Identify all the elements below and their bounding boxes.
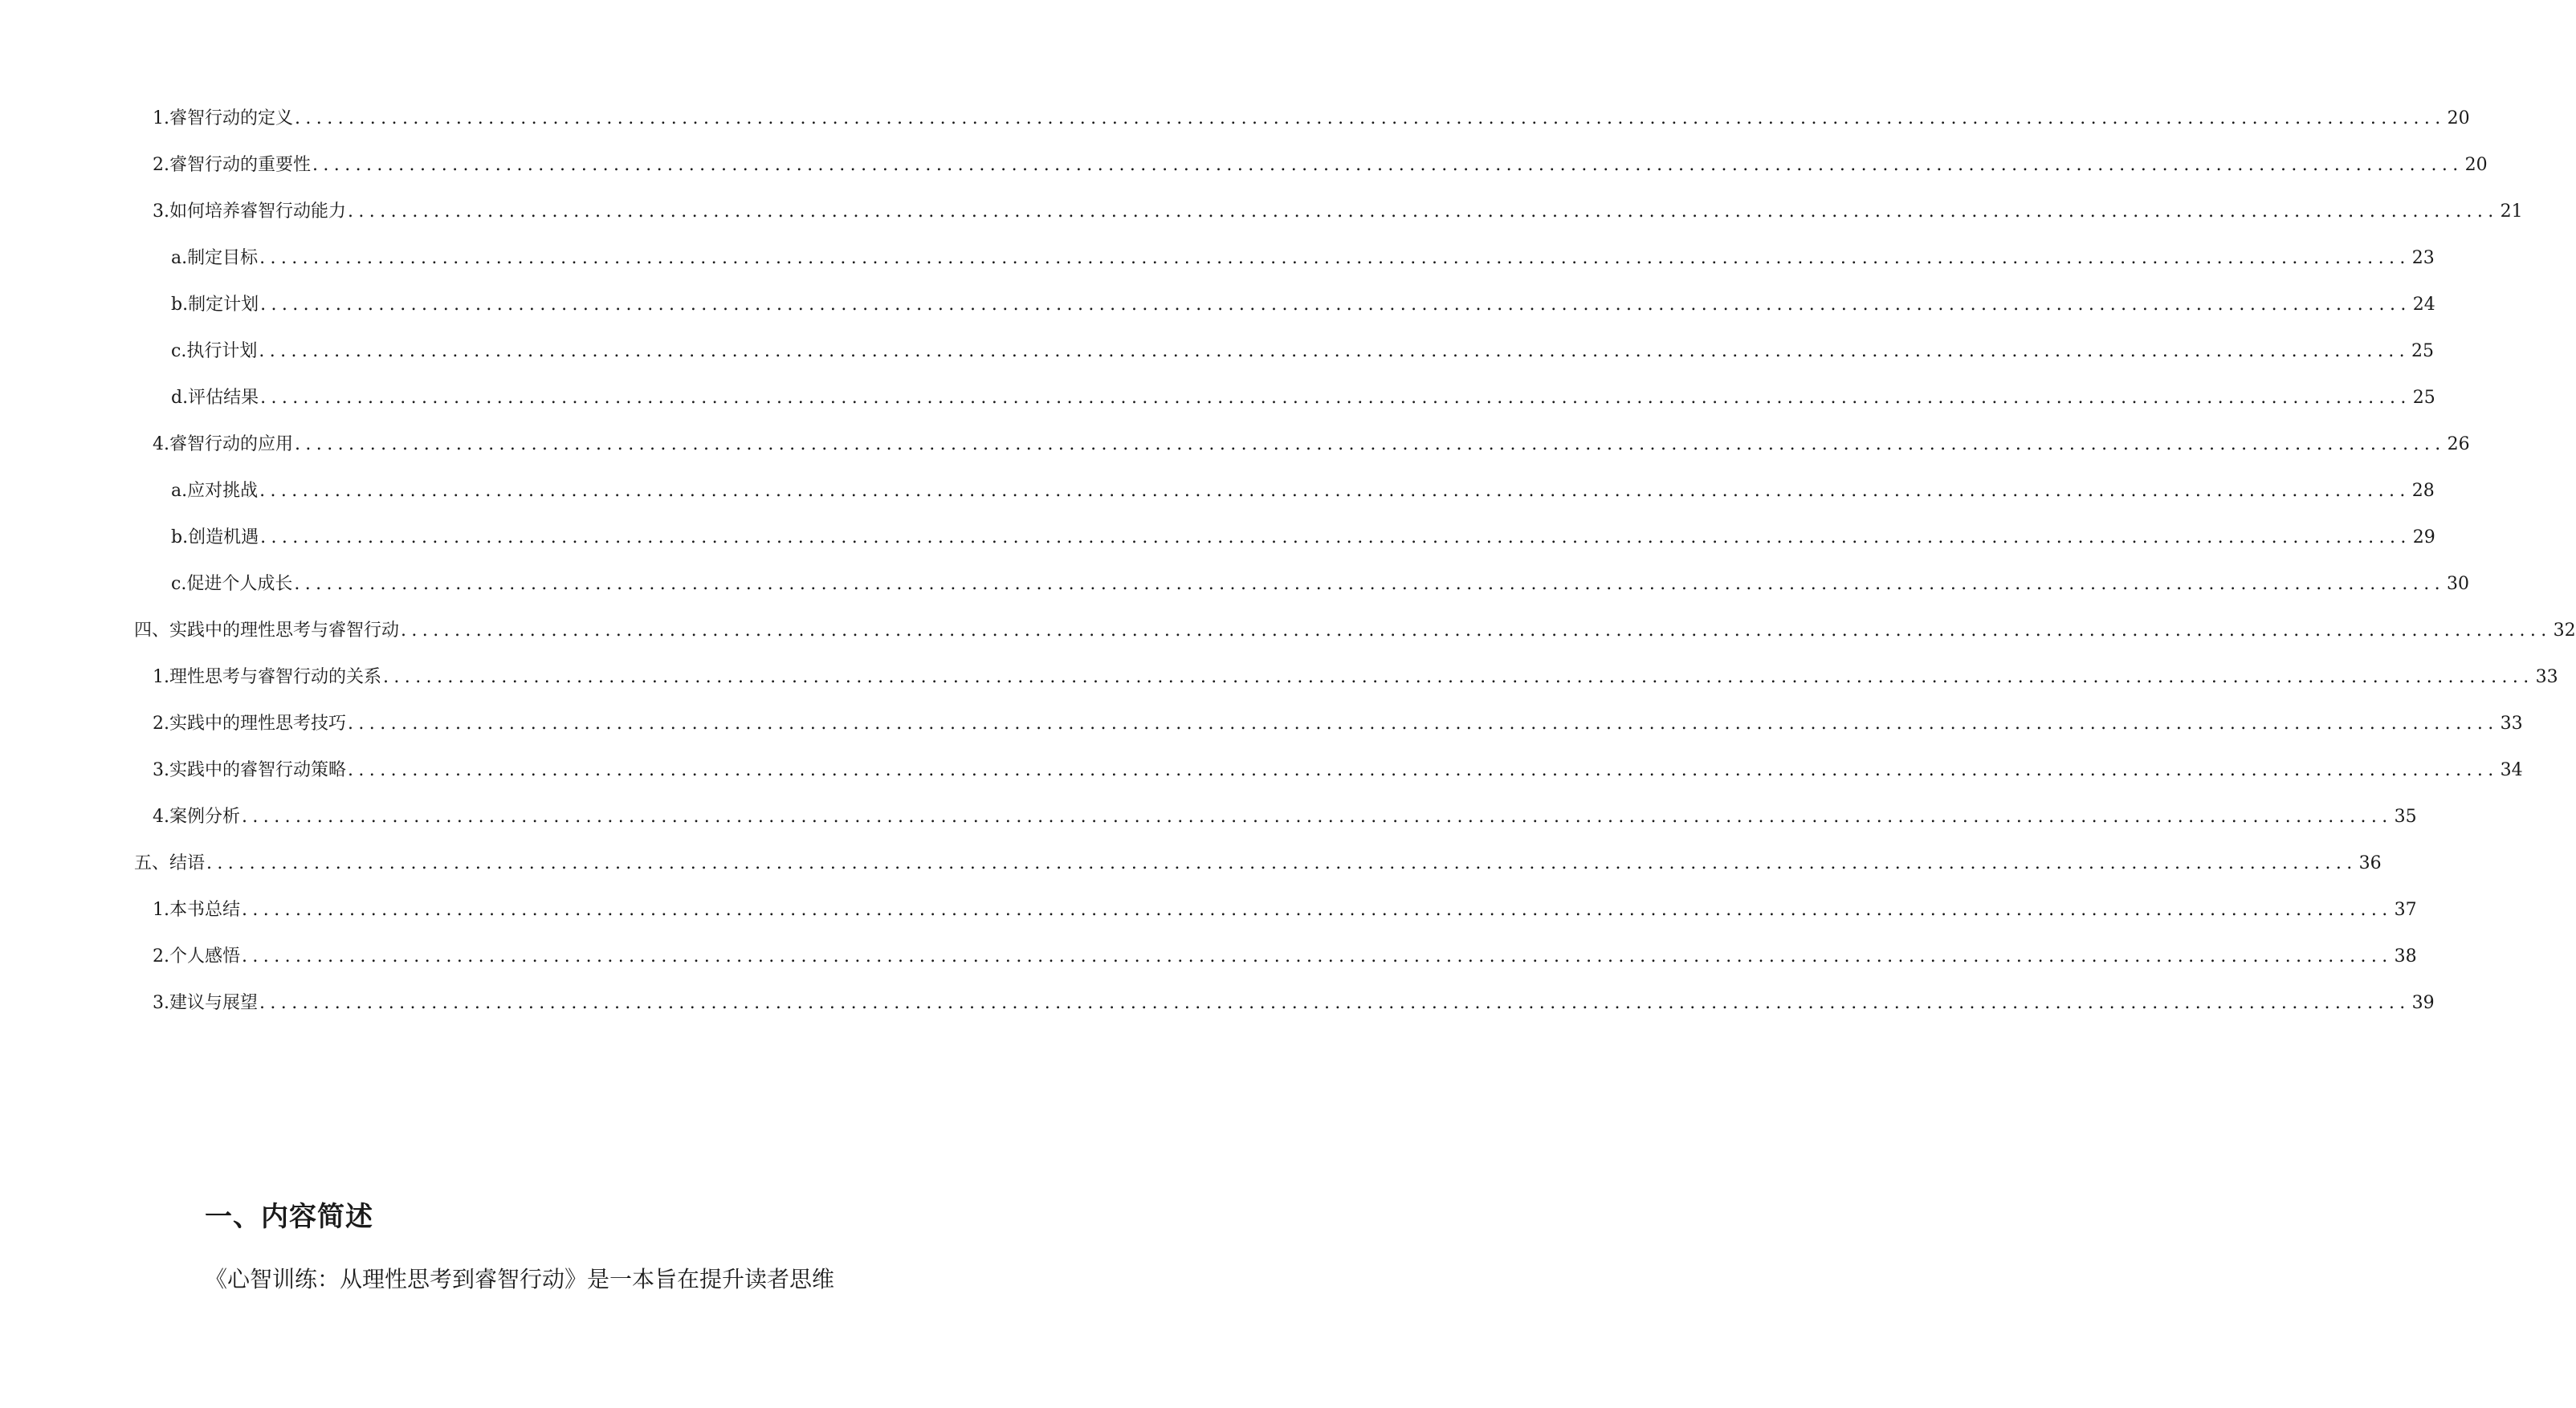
toc-entry[interactable]: [134, 619, 2576, 643]
toc-dot-leader: ........................................................................................................................................................................................................: [242, 946, 2393, 966]
toc-entry-page-number: 28: [2411, 481, 2435, 501]
toc-entry-number: 2.: [153, 946, 169, 966]
toc-entry[interactable]: [171, 572, 2469, 596]
toc-entry-page-number: 26: [2447, 434, 2470, 454]
toc-entry[interactable]: [153, 200, 2523, 224]
toc-entry-page-number: 29: [2412, 527, 2435, 547]
toc-entry-title: 促进个人成长: [186, 574, 293, 594]
toc-entry-number: c.: [171, 341, 187, 361]
toc-dot-leader: ........................................................................................................................................................................................................: [259, 993, 2411, 1013]
toc-entry-title: 制定计划: [188, 295, 259, 315]
toc-entry-number: 1.: [153, 667, 169, 687]
toc-entry-page-number: 38: [2394, 946, 2417, 966]
intro-paragraph: 《心智训练：从理性思考到睿智行动》是一本旨在提升读者思维: [205, 1266, 835, 1292]
section-heading: 一、内容简述: [205, 1201, 373, 1233]
toc-entry-title: 应对挑战: [187, 481, 259, 501]
toc-entry-page-number: 23: [2411, 248, 2435, 268]
toc-entry[interactable]: [171, 293, 2435, 317]
toc-entry-number: a.: [171, 248, 188, 268]
toc-entry-title: 睿智行动的重要性: [169, 155, 312, 175]
toc-entry-title: 五、结语: [134, 853, 206, 873]
toc-entry[interactable]: [153, 712, 2523, 736]
toc-dot-leader: ........................................................................................................................................................................................................: [294, 574, 2445, 594]
toc-entry[interactable]: [171, 526, 2435, 550]
toc-dot-leader: ........................................................................................................................................................................................................: [242, 807, 2393, 827]
toc-entry-page-number: 25: [2411, 341, 2434, 361]
toc-entry-title: 实践中的理性思考技巧: [169, 714, 347, 734]
toc-entry-page-number: 20: [2447, 108, 2470, 128]
toc-dot-leader: ........................................................................................................................................................................................................: [259, 341, 2410, 361]
toc-entry[interactable]: [153, 759, 2523, 783]
toc-entry-number: 1.: [153, 108, 169, 128]
toc-entry[interactable]: [153, 107, 2470, 131]
toc-entry[interactable]: [153, 805, 2417, 829]
toc-entry-number: 2.: [153, 155, 169, 175]
toc-entry[interactable]: [134, 852, 2382, 876]
toc-entry-page-number: 21: [2500, 201, 2523, 222]
toc-entry-page-number: 20: [2464, 155, 2488, 175]
toc-entry-title: 建议与展望: [169, 993, 259, 1013]
toc-entry-title: 案例分析: [169, 807, 241, 827]
toc-dot-leader: ........................................................................................................................................................................................................: [383, 667, 2534, 687]
toc-entry-page-number: 30: [2446, 574, 2469, 594]
toc-entry-number: b.: [171, 295, 189, 315]
toc-entry-title: 本书总结: [169, 900, 241, 920]
toc-entry-title: 四、实践中的理性思考与睿智行动: [134, 621, 400, 641]
toc-entry-page-number: 34: [2500, 760, 2523, 780]
toc-dot-leader: ........................................................................................................................................................................................................: [295, 434, 2446, 454]
toc-entry-title: 评估结果: [188, 388, 259, 408]
toc-entry-number: b.: [171, 527, 189, 547]
toc-entry-page-number: 33: [2500, 714, 2523, 734]
toc-entry-title: 创造机遇: [188, 527, 259, 547]
toc-dot-leader: ........................................................................................................................................................................................................: [259, 481, 2411, 501]
toc-entry-title: 如何培养睿智行动能力: [169, 201, 347, 222]
toc-entry[interactable]: [153, 898, 2417, 922]
toc-entry-number: 3.: [153, 201, 169, 222]
toc-entry[interactable]: [153, 433, 2470, 457]
toc-entry-page-number: 39: [2411, 993, 2435, 1013]
toc-entry-page-number: 32: [2553, 621, 2576, 641]
toc-entry-page-number: 35: [2394, 807, 2417, 827]
toc-dot-leader: ........................................................................................................................................................................................................: [348, 201, 2499, 222]
toc-entry[interactable]: [171, 479, 2435, 503]
toc-entry-title: 实践中的睿智行动策略: [169, 760, 347, 780]
toc-entry-title: 睿智行动的定义: [169, 108, 294, 128]
toc-entry[interactable]: [153, 945, 2417, 969]
toc-entry[interactable]: [153, 665, 2558, 690]
toc-entry-title: 执行计划: [186, 341, 258, 361]
toc-entry[interactable]: [153, 991, 2435, 1015]
toc-dot-leader: ........................................................................................................................................................................................................: [259, 248, 2411, 268]
toc-entry-page-number: 36: [2358, 853, 2382, 873]
toc-entry-page-number: 25: [2412, 388, 2435, 408]
toc-entry-page-number: 37: [2394, 900, 2417, 920]
toc-dot-leader: ........................................................................................................................................................................................................: [242, 900, 2393, 920]
toc-entry-title: 睿智行动的应用: [169, 434, 294, 454]
toc-entry-title: 制定目标: [187, 248, 259, 268]
toc-entry-number: 2.: [153, 714, 169, 734]
toc-entry-number: d.: [171, 388, 189, 408]
toc-entry[interactable]: [171, 246, 2435, 271]
toc-entry-number: 3.: [153, 760, 169, 780]
toc-entry[interactable]: [153, 153, 2488, 177]
toc-entry-title: 理性思考与睿智行动的关系: [169, 667, 382, 687]
toc-dot-leader: ........................................................................................................................................................................................................: [401, 621, 2552, 641]
toc-dot-leader: ........................................................................................................................................................................................................: [348, 714, 2499, 734]
toc-dot-leader: ........................................................................................................................................................................................................: [348, 760, 2499, 780]
toc-dot-leader: ........................................................................................................................................................................................................: [312, 155, 2464, 175]
toc-dot-leader: ........................................................................................................................................................................................................: [295, 108, 2446, 128]
toc-entry-number: 1.: [153, 900, 169, 920]
toc-entry-number: c.: [171, 574, 187, 594]
toc-entry-number: 4.: [153, 434, 169, 454]
toc-entry[interactable]: [171, 386, 2435, 410]
toc-entry-page-number: 33: [2535, 667, 2558, 687]
toc-dot-leader: ........................................................................................................................................................................................................: [260, 295, 2411, 315]
toc-dot-leader: ........................................................................................................................................................................................................: [260, 527, 2411, 547]
toc-entry-number: a.: [171, 481, 188, 501]
toc-dot-leader: ........................................................................................................................................................................................................: [206, 853, 2358, 873]
toc-entry-page-number: 24: [2412, 295, 2435, 315]
toc-entry-number: 3.: [153, 993, 169, 1013]
toc-entry-title: 个人感悟: [169, 946, 241, 966]
toc-entry-number: 4.: [153, 807, 169, 827]
toc-dot-leader: ........................................................................................................................................................................................................: [260, 388, 2411, 408]
toc-entry[interactable]: [171, 340, 2434, 364]
